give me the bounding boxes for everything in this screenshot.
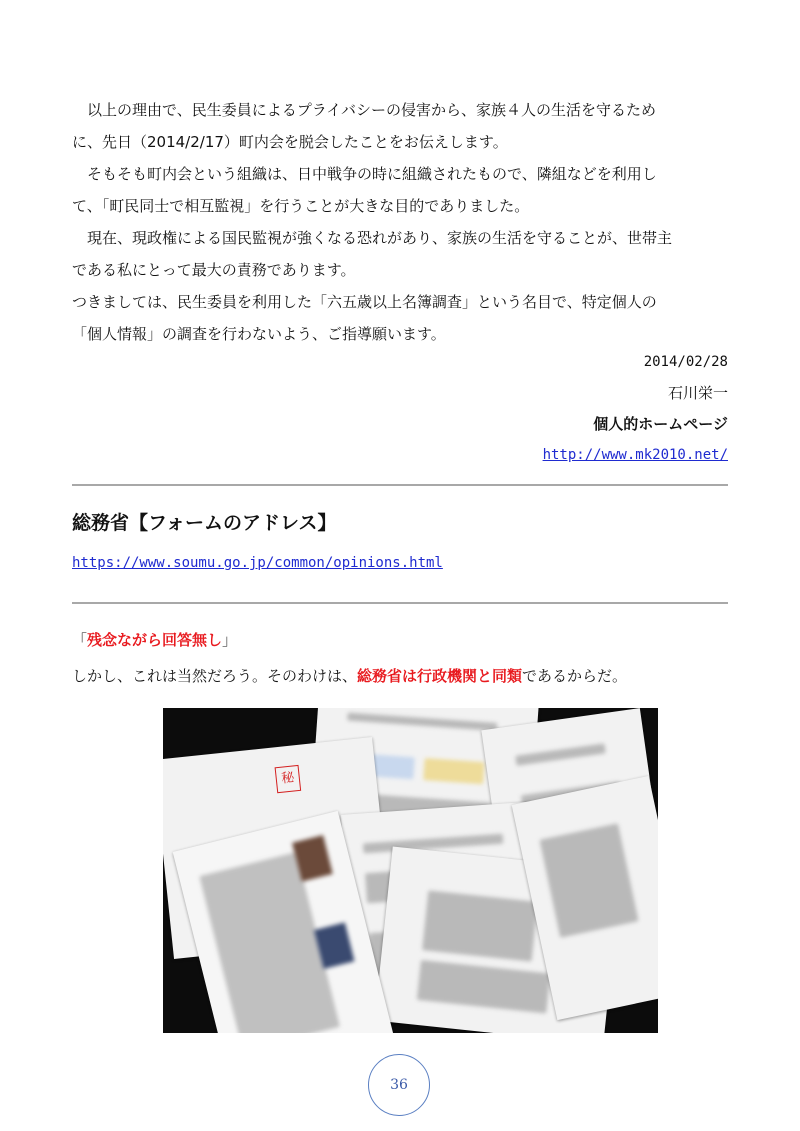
- paragraph-1: [72, 94, 732, 158]
- paragraph-2: [72, 158, 732, 222]
- confidential-stamp: 秘: [275, 765, 302, 793]
- text-line: 以上の理由で、民生委員によるプライバシーの侵害から、家族４人の生活を守るため: [87, 101, 656, 119]
- homepage-label: 個人的ホームページ: [593, 415, 728, 433]
- homepage-link[interactable]: http://www.mk2010.net/: [542, 447, 728, 463]
- explanation-text: しかし、これは当然だろう。そのわけは、: [72, 667, 358, 685]
- text-line: に、先日（2014/2/17）町内会を脱会したことをお伝えします。: [72, 133, 508, 151]
- bracket-open: 「: [72, 631, 88, 649]
- paragraph-3: [72, 222, 732, 286]
- text-line: である私にとって最大の責務であります。: [72, 261, 356, 279]
- text-line: つきましては、民生委員を利用した「六五歳以上名簿調査」という名目で、特定個人の: [72, 293, 657, 311]
- highlight-text: 総務省は行政機関と同類: [357, 667, 523, 685]
- soumu-form-link[interactable]: https://www.soumu.go.jp/common/opinions.html: [72, 555, 443, 571]
- explanation-line: [72, 660, 732, 692]
- text-line: て、「町民同士で相互監視」を行うことが大きな目的でありました。: [72, 197, 530, 215]
- text-line: そもそも町内会という組織は、日中戦争の時に組織されたもので、隣組などを利用し: [87, 165, 657, 183]
- divider: [72, 602, 728, 604]
- explanation-text-end: であるからだ。: [522, 667, 628, 685]
- documents-photo: [163, 708, 658, 1033]
- bracket-close: 」: [222, 631, 238, 649]
- text-line: 現在、現政権による国民監視が強くなる恐れがあり、家族の生活を守ることが、世帯主: [87, 229, 673, 247]
- divider: [72, 484, 728, 486]
- paragraph-4: [72, 286, 732, 350]
- signature-name: 石川栄一: [667, 384, 728, 402]
- section-heading: 総務省【フォームのアドレス】: [72, 512, 337, 534]
- text-line: 「個人情報」の調査を行わないよう、ご指導願います。: [72, 325, 446, 343]
- no-reply-line: [72, 624, 732, 656]
- no-reply-text: 残念ながら回答無し: [87, 631, 223, 649]
- page-number: 36: [368, 1054, 430, 1116]
- signature-date: 2014/02/28: [643, 354, 728, 370]
